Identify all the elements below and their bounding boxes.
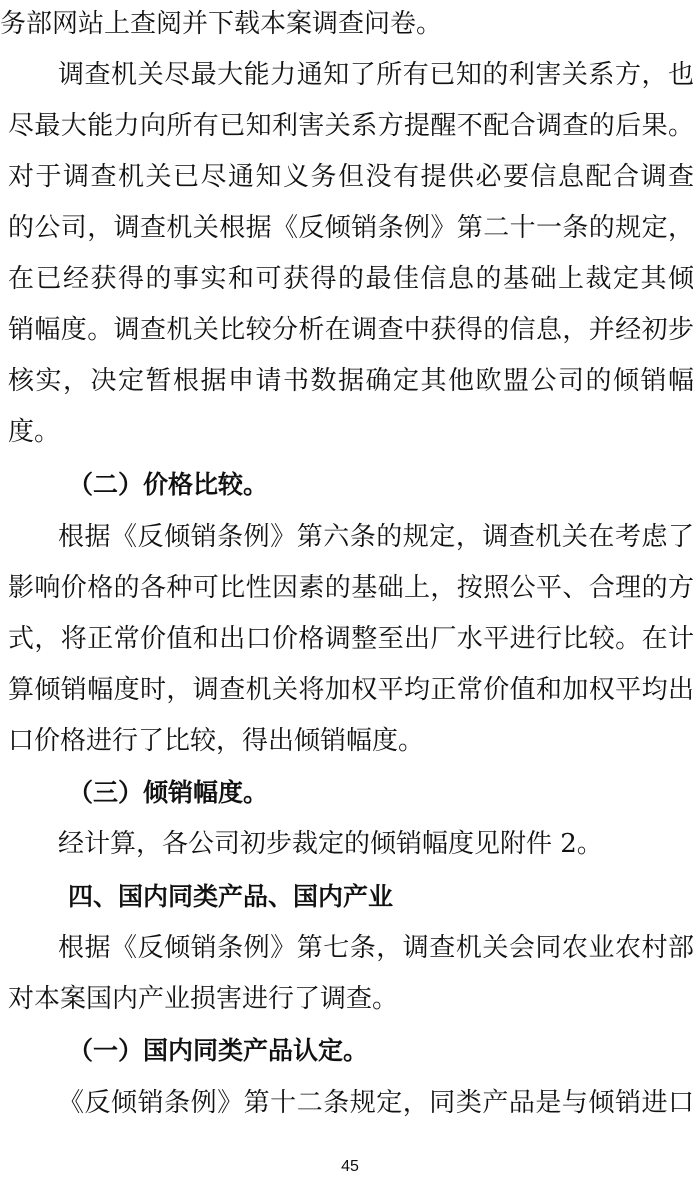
chapter-heading: 四、国内同类产品、国内产业 — [68, 882, 394, 911]
text-line: 务部网站上查阅并下载本案调查问卷。 — [0, 9, 443, 39]
paragraph-first-line: 《反倾销条例》第十二条规定，同类产品是与倾销进口 — [58, 1088, 694, 1118]
text-line: 销幅度。调查机关比较分析在调查中获得的信息，并经初步 — [8, 315, 694, 345]
paragraph-first-line: 根据《反倾销条例》第六条的规定，调查机关在考虑了 — [58, 522, 694, 552]
paragraph-first-line: 经计算，各公司初步裁定的倾销幅度见附件 2。 — [58, 829, 603, 859]
text-line: 对于调查机关已尽通知义务但没有提供必要信息配合调查 — [8, 162, 694, 192]
text-line: 口价格进行了比较，得出倾销幅度。 — [8, 726, 425, 756]
paragraph-first-line: 根据《反倾销条例》第七条，调查机关会同农业农村部 — [58, 933, 694, 963]
text-line: 算倾销幅度时，调查机关将加权平均正常价值和加权平均出 — [8, 675, 694, 705]
text-line: 对本案国内产业损害进行了调查。 — [8, 984, 399, 1014]
text-line: 的公司，调查机关根据《反倾销条例》第二十一条的规定， — [8, 213, 694, 243]
text-line: 尽最大能力向所有已知利害关系方提醒不配合调查的后果。 — [8, 111, 694, 141]
page-number: 45 — [341, 1158, 359, 1175]
text-line: 影响价格的各种可比性因素的基础上，按照公平、合理的方 — [8, 573, 694, 603]
text-line: 式，将正常价值和出口价格调整至出厂水平进行比较。在计 — [8, 624, 694, 654]
section-heading: （一）国内同类产品认定。 — [68, 1036, 369, 1065]
text-line: 度。 — [8, 417, 61, 447]
section-heading: （三）倾销幅度。 — [68, 778, 269, 807]
text-line: 核实，决定暂根据申请书数据确定其他欧盟公司的倾销幅 — [8, 366, 694, 396]
section-heading: （二）价格比较。 — [68, 470, 269, 499]
paragraph-first-line: 调查机关尽最大能力通知了所有已知的利害关系方，也 — [58, 60, 694, 90]
text-line: 在已经获得的事实和可获得的最佳信息的基础上裁定其倾 — [8, 264, 694, 294]
